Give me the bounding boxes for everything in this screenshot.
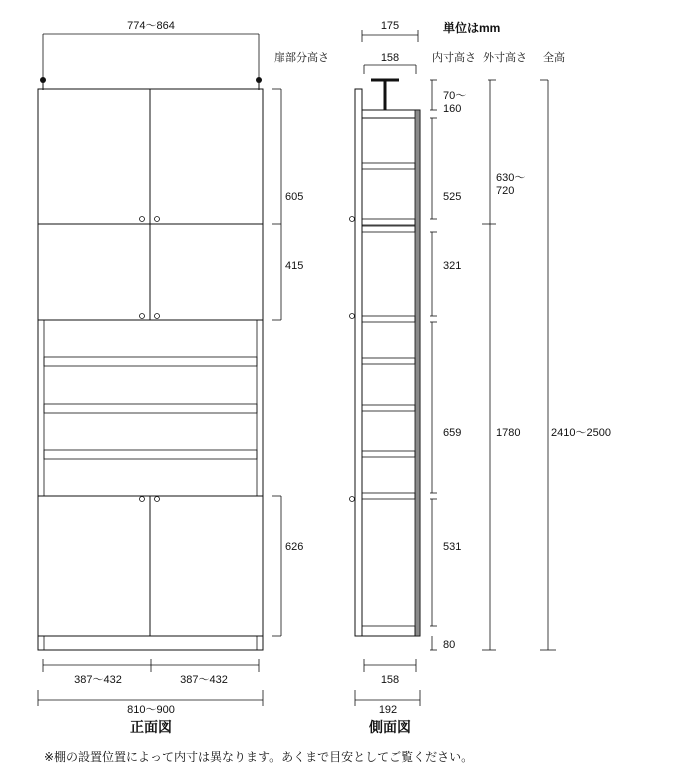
top-depth-dimensions: [362, 20, 418, 74]
back-panel: [415, 110, 420, 636]
side-shelf: [362, 451, 415, 457]
ceiling-adjuster-right: [256, 77, 262, 90]
inner-height-dimensions: [430, 80, 466, 651]
door-height-1: 605: [285, 191, 304, 203]
knob: [155, 497, 160, 502]
knob: [155, 217, 160, 222]
knob: [140, 497, 145, 502]
top-outer-depth: 175: [380, 20, 400, 32]
shelf-board: [44, 357, 257, 366]
side-shelf: [362, 493, 415, 499]
front-view: [38, 20, 303, 735]
half-width-right: 387～432: [180, 674, 228, 686]
plinth: [38, 636, 263, 650]
header-door-height: 扉部分高さ: [274, 52, 329, 64]
bottom-outer-depth: 192: [378, 704, 398, 716]
unit-label: 単位はmm: [443, 21, 501, 35]
knob: [155, 314, 160, 319]
side-view: [350, 20, 611, 735]
total-height-dimension: [540, 80, 611, 650]
inner-height-1: 70～ 160: [443, 90, 467, 115]
bottom-width-dimensions: [38, 659, 263, 716]
side-shelf: [362, 316, 415, 322]
side-shelf: [362, 163, 415, 169]
inner-height-4: 659: [443, 427, 462, 439]
side-shelf: [362, 405, 415, 411]
side-shelf: [362, 219, 415, 225]
footnote: ※棚の設置位置によって内寸は異なります。あくまで目安としてご覧ください。: [44, 750, 474, 764]
shelf-board: [44, 450, 257, 459]
side-door-edge: [355, 89, 362, 636]
lower-outer-height: 1780: [496, 427, 521, 439]
top-inner-depth: 158: [380, 52, 400, 64]
header-inner-height: 内寸高さ: [432, 52, 476, 64]
knob: [350, 314, 355, 319]
header-total-height: 全高: [543, 52, 565, 64]
side-shelf: [362, 358, 415, 364]
knob: [140, 314, 145, 319]
bottom-depth-dimensions: [355, 659, 420, 716]
total-width-label: 810～900: [127, 704, 175, 716]
top-width-dimension: [43, 20, 259, 78]
header-outer-height: 外寸高さ: [483, 52, 527, 64]
door-height-3: 626: [285, 541, 304, 553]
column-headers: [274, 20, 565, 64]
side-plinth: [362, 626, 415, 636]
side-body: [362, 110, 420, 636]
bottom-inner-depth: 158: [380, 674, 400, 686]
door-height-2: 415: [285, 260, 304, 272]
knob: [350, 217, 355, 222]
total-height: 2410～2500: [551, 427, 611, 439]
knob: [140, 217, 145, 222]
half-width-left: 387～432: [74, 674, 122, 686]
open-shelf-section: [38, 320, 263, 496]
side-view-caption: 側面図: [369, 719, 411, 735]
outer-height-dimensions: [482, 80, 525, 650]
upper-outer-height: 630～ 720: [496, 172, 526, 197]
inner-height-3: 321: [443, 260, 462, 272]
inner-height-5: 531: [443, 541, 462, 553]
ceiling-adjuster-side: [371, 80, 399, 110]
door-height-dimensions: [272, 89, 303, 636]
shelf-board: [44, 404, 257, 413]
front-view-caption: 正面図: [130, 719, 172, 735]
side-shelf: [362, 226, 415, 232]
knob: [350, 497, 355, 502]
ceiling-adjuster-left: [40, 77, 46, 90]
inner-height-6: 80: [443, 639, 456, 651]
top-width-label: 774～864: [127, 20, 175, 32]
inner-height-2: 525: [443, 191, 462, 203]
